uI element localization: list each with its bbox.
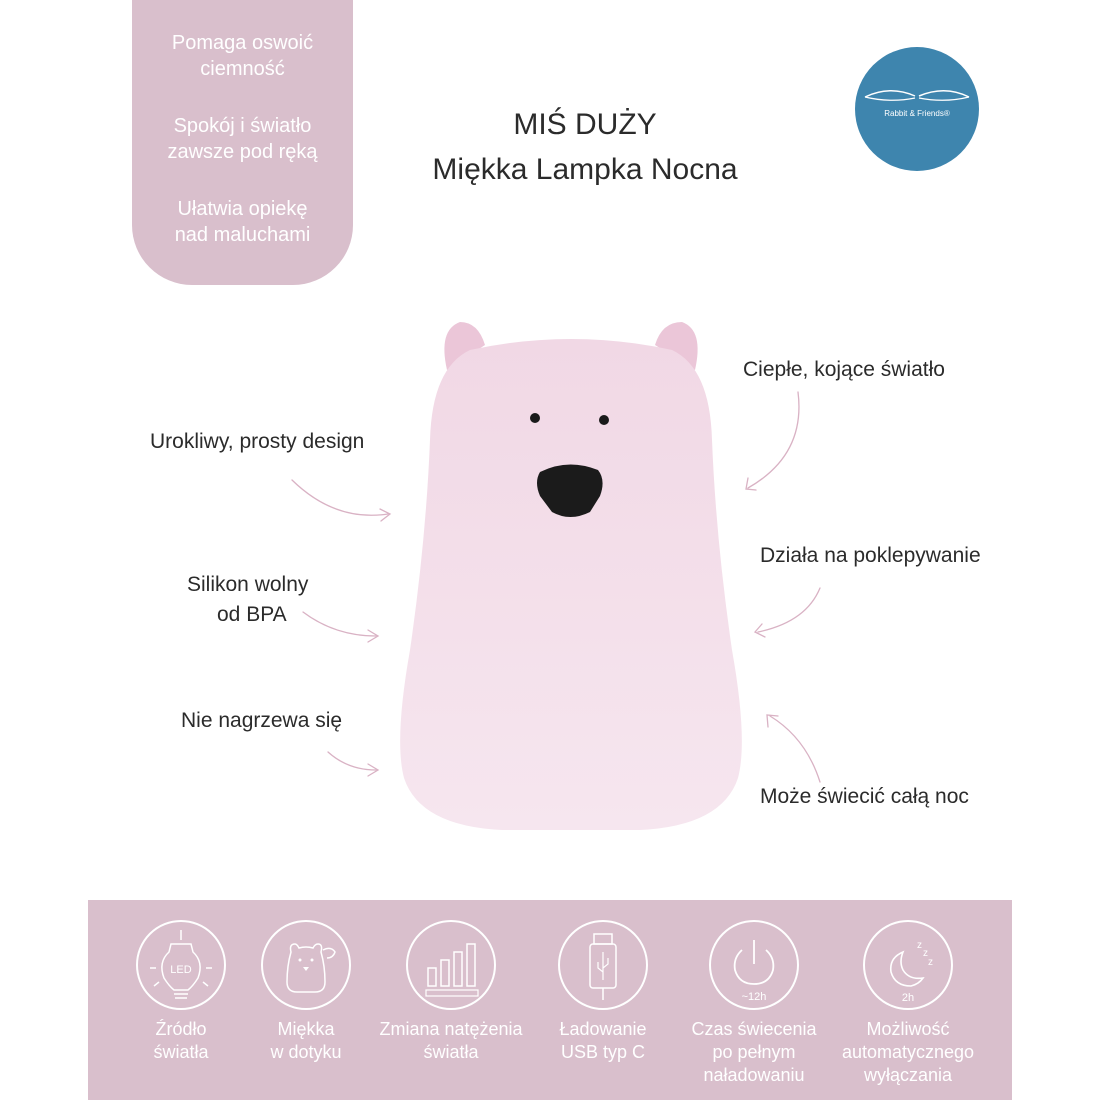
spec-label: Miękka w dotyku: [270, 1019, 342, 1062]
spec-label: Ładowanie USB typ C: [559, 1019, 647, 1062]
spec-label: Zmiana natężenia światła: [379, 1019, 523, 1062]
benefit-text: ciemność: [200, 58, 285, 80]
benefit-text: Spokój i światło: [173, 115, 312, 137]
feature-all-night: Może świecić całą noc: [760, 785, 969, 808]
brand-name: Rabbit & Friends®: [884, 109, 950, 118]
benefit-text: Ułatwia opiekę: [177, 198, 308, 220]
feature-bpa: od BPA: [217, 603, 287, 626]
usb-c-icon: [558, 920, 648, 1010]
svg-text:z: z: [928, 957, 933, 968]
feature-silicone: Silikon wolny: [187, 573, 309, 596]
svg-text:z: z: [917, 940, 922, 951]
svg-text:LED: LED: [170, 964, 192, 976]
spec-label: Źródło światła: [153, 1019, 209, 1062]
feature-design: Urokliwy, prosty design: [150, 430, 365, 453]
spec-label: Czas świecenia po pełnym naładowaniu: [691, 1019, 817, 1085]
soft-bear-icon: [261, 920, 351, 1010]
svg-text:2h: 2h: [901, 992, 915, 1004]
svg-text:z: z: [923, 948, 928, 959]
feature-tap: Działa na poklepywanie: [760, 544, 981, 567]
feature-warm-light: Ciepłe, kojące światło: [743, 358, 945, 381]
spec-label: Możliwość automatycznego wyłączania: [841, 1019, 975, 1085]
product-subtitle: Miękka Lampka Nocna: [432, 153, 738, 186]
led-bulb-icon: [136, 920, 226, 1010]
specs-panel: [88, 900, 1012, 1100]
brightness-bars-icon: [406, 920, 496, 1010]
sleep-moon-icon: [863, 920, 953, 1010]
benefit-text: nad maluchami: [174, 224, 311, 246]
benefit-text: Pomaga oswoić: [171, 32, 314, 54]
product-title: MIŚ DUŻY: [513, 108, 657, 141]
svg-text:~12h: ~12h: [741, 991, 767, 1003]
power-timer-icon: [709, 920, 799, 1010]
feature-no-heat: Nie nagrzewa się: [181, 709, 343, 732]
benefit-text: zawsze pod ręką: [167, 141, 318, 163]
